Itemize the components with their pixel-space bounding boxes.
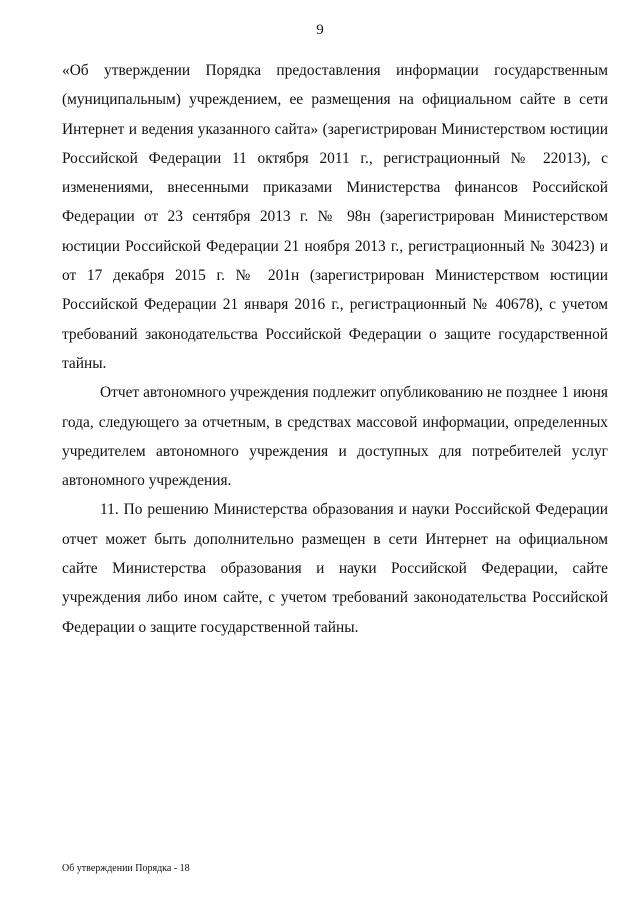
paragraph-continuation: «Об утверждении Порядка предоставления информации государственным (муниципальным) учреждением, ее размещения на официальном сайте в сети Интернет и ведения указанного сайта» (зарегистрирован Министерством юстиции Российской Федерации 11 октября 2011 г., регистрационный № 22013), с изменениями, внесенными приказами Министерства финансов Российской Федерации от 23 сентября 2013 г. № 98н (зарегистрирован Министерством юстиции Российской Федерации 21 ноября 2013 г., регистрационный № 30423) и от 17 декабря 2015 г. № 201н (зарегистрирован Министерством юстиции Российской Федерации 21 января 2016 г., регистрационный № 40678), с учетом требований законодательства Российской Федерации о защите государственной тайны.: [62, 62, 608, 372]
paragraph-item-11: 11. По решению Министерства образования и науки Российской Федерации отчет может быть дополнительно размещен в сети Интернет на официальном сайте Министерства образования и науки Российской Федерации, сайте учреждения либо ином сайте, с учетом требований законодательства Российской Федерации о защите государственной тайны.: [62, 501, 608, 636]
page-footer: Об утверждении Порядка - 18: [62, 863, 190, 874]
document-body: [62, 56, 608, 642]
page-number: 9: [316, 22, 324, 38]
paragraph-report-publication: Отчет автономного учреждения подлежит опубликованию не позднее 1 июня года, следующего за отчетным, в средствах массовой информации, определенных учредителем автономного учреждения и доступных для потребителей услуг автономного учреждения.: [62, 384, 608, 490]
